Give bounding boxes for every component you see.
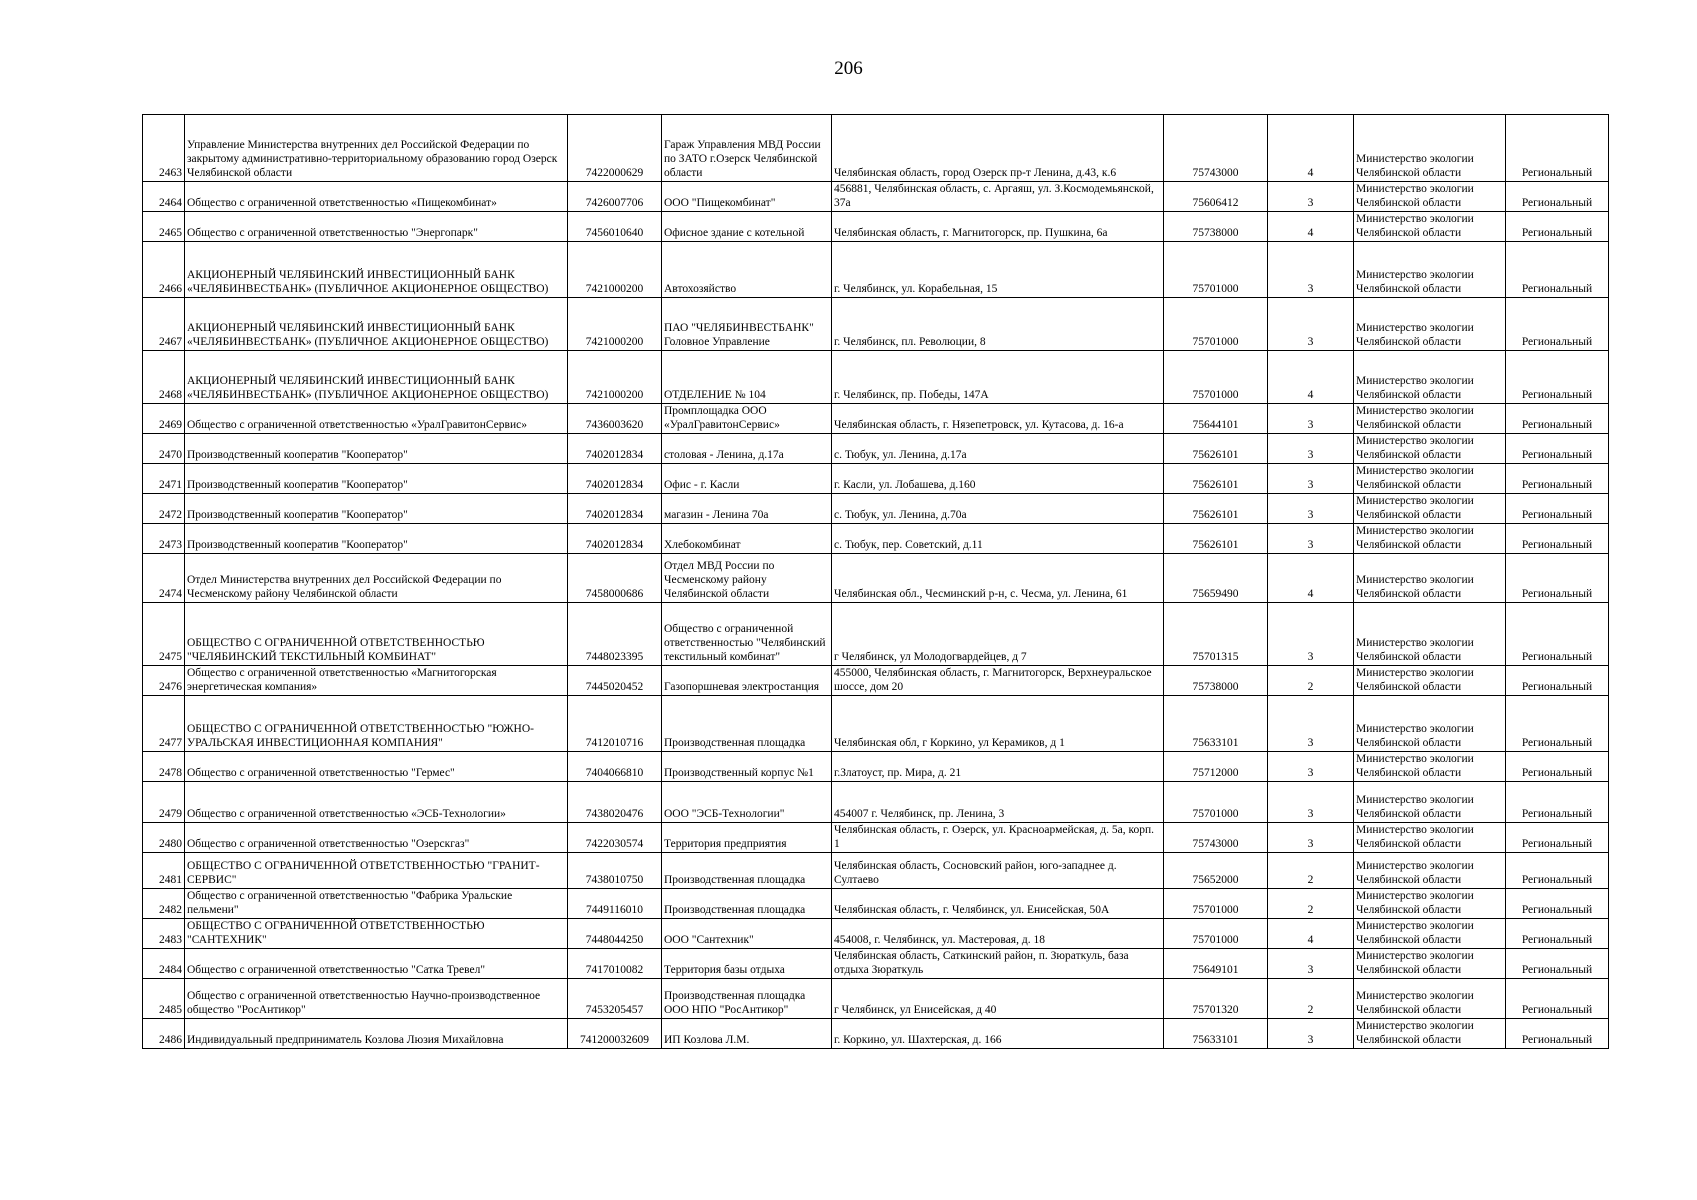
supervision-level-cell: Региональный — [1506, 889, 1609, 919]
oktmo-code-cell: 75701000 — [1164, 782, 1268, 823]
organization-name-cell: Производственный кооператив "Кооператор" — [185, 434, 568, 464]
row-number-cell: 2482 — [143, 889, 185, 919]
ministry-name-cell: Министерство экологии Челябинской области — [1354, 242, 1506, 298]
table-row — [143, 115, 1609, 182]
object-address-cell: г. Челябинск, пр. Победы, 147А — [832, 351, 1164, 404]
table-row — [143, 298, 1609, 351]
supervision-level-cell: Региональный — [1506, 212, 1609, 242]
ministry-name-cell: Министерство экологии Челябинской области — [1354, 524, 1506, 554]
table-row — [143, 752, 1609, 782]
object-address-cell: с. Тюбук, ул. Ленина, д.17а — [832, 434, 1164, 464]
category-cell: 3 — [1268, 752, 1354, 782]
category-cell: 4 — [1268, 212, 1354, 242]
category-cell: 3 — [1268, 182, 1354, 212]
object-address-cell: г. Челябинск, ул. Корабельная, 15 — [832, 242, 1164, 298]
object-address-cell: г Челябинск, ул Енисейская, д 40 — [832, 979, 1164, 1019]
ministry-name-cell: Министерство экологии Челябинской области — [1354, 919, 1506, 949]
category-cell: 3 — [1268, 464, 1354, 494]
supervision-level-cell: Региональный — [1506, 182, 1609, 212]
oktmo-code-cell: 75701000 — [1164, 919, 1268, 949]
supervision-level-cell: Региональный — [1506, 115, 1609, 182]
table-row — [143, 464, 1609, 494]
supervision-level-cell: Региональный — [1506, 949, 1609, 979]
inn-code-cell: 7438010750 — [568, 853, 662, 889]
category-cell: 2 — [1268, 853, 1354, 889]
oktmo-code-cell: 75652000 — [1164, 853, 1268, 889]
table-row — [143, 494, 1609, 524]
object-address-cell: г.Златоуст, пр. Мира, д. 21 — [832, 752, 1164, 782]
ministry-name-cell: Министерство экологии Челябинской области — [1354, 404, 1506, 434]
table-row — [143, 919, 1609, 949]
row-number-cell: 2478 — [143, 752, 185, 782]
row-number-cell: 2480 — [143, 823, 185, 853]
object-address-cell: Челябинская область, г. Озерск, ул. Красноармейская, д. 5а, корп. 1 — [832, 823, 1164, 853]
oktmo-code-cell: 75649101 — [1164, 949, 1268, 979]
ministry-name-cell: Министерство экологии Челябинской области — [1354, 1019, 1506, 1049]
ministry-name-cell: Министерство экологии Челябинской области — [1354, 696, 1506, 752]
object-name-cell: Офис - г. Касли — [662, 464, 832, 494]
category-cell: 2 — [1268, 666, 1354, 696]
organization-name-cell: Общество с ограниченной ответственностью «УралГравитонСервис» — [185, 404, 568, 434]
object-name-cell: ООО "ЭСБ-Технологии" — [662, 782, 832, 823]
category-cell: 3 — [1268, 494, 1354, 524]
inn-code-cell: 7445020452 — [568, 666, 662, 696]
category-cell: 4 — [1268, 351, 1354, 404]
row-number-cell: 2467 — [143, 298, 185, 351]
ministry-name-cell: Министерство экологии Челябинской области — [1354, 351, 1506, 404]
object-address-cell: г. Коркино, ул. Шахтерская, д. 166 — [832, 1019, 1164, 1049]
organization-name-cell: Общество с ограниченной ответственностью "Сатка Тревел" — [185, 949, 568, 979]
organization-name-cell: АКЦИОНЕРНЫЙ ЧЕЛЯБИНСКИЙ ИНВЕСТИЦИОННЫЙ БАНК «ЧЕЛЯБИНВЕСТБАНК» (ПУБЛИЧНОЕ АКЦИОНЕРНОЕ ОБЩЕСТВО) — [185, 242, 568, 298]
supervision-level-cell: Региональный — [1506, 979, 1609, 1019]
supervision-level-cell: Региональный — [1506, 752, 1609, 782]
row-number-cell: 2468 — [143, 351, 185, 404]
oktmo-code-cell: 75701315 — [1164, 603, 1268, 666]
supervision-level-cell: Региональный — [1506, 1019, 1609, 1049]
supervision-level-cell: Региональный — [1506, 823, 1609, 853]
ministry-name-cell: Министерство экологии Челябинской области — [1354, 979, 1506, 1019]
organization-name-cell: АКЦИОНЕРНЫЙ ЧЕЛЯБИНСКИЙ ИНВЕСТИЦИОННЫЙ БАНК «ЧЕЛЯБИНВЕСТБАНК» (ПУБЛИЧНОЕ АКЦИОНЕРНОЕ ОБЩЕСТВО) — [185, 298, 568, 351]
category-cell: 3 — [1268, 949, 1354, 979]
inn-code-cell: 7404066810 — [568, 752, 662, 782]
organization-name-cell: ОБЩЕСТВО С ОГРАНИЧЕННОЙ ОТВЕТСТВЕННОСТЬЮ "ЮЖНО-УРАЛЬСКАЯ ИНВЕСТИЦИОННАЯ КОМПАНИЯ" — [185, 696, 568, 752]
oktmo-code-cell: 75633101 — [1164, 1019, 1268, 1049]
organization-name-cell: ОБЩЕСТВО С ОГРАНИЧЕННОЙ ОТВЕТСТВЕННОСТЬЮ "ГРАНИТ-СЕРВИС" — [185, 853, 568, 889]
oktmo-code-cell: 75712000 — [1164, 752, 1268, 782]
supervision-level-cell: Региональный — [1506, 494, 1609, 524]
object-address-cell: Челябинская обл, г Коркино, ул Керамиков, д 1 — [832, 696, 1164, 752]
registry-body — [143, 115, 1609, 1049]
inn-code-cell: 7402012834 — [568, 524, 662, 554]
table-row — [143, 696, 1609, 752]
row-number-cell: 2475 — [143, 603, 185, 666]
object-address-cell: Челябинская область, город Озерск пр-т Ленина, д.43, к.6 — [832, 115, 1164, 182]
organization-name-cell: Общество с ограниченной ответственностью "Озерскгаз" — [185, 823, 568, 853]
category-cell: 4 — [1268, 919, 1354, 949]
supervision-level-cell: Региональный — [1506, 666, 1609, 696]
row-number-cell: 2464 — [143, 182, 185, 212]
table-row — [143, 434, 1609, 464]
organization-name-cell: Отдел Министерства внутренних дел Российской Федерации по Чесменскому району Челябинской области — [185, 554, 568, 603]
object-address-cell: Челябинская область, г. Челябинск, ул. Енисейская, 50А — [832, 889, 1164, 919]
inn-code-cell: 7448044250 — [568, 919, 662, 949]
category-cell: 3 — [1268, 524, 1354, 554]
ministry-name-cell: Министерство экологии Челябинской области — [1354, 823, 1506, 853]
object-name-cell: ИП Козлова Л.М. — [662, 1019, 832, 1049]
oktmo-code-cell: 75738000 — [1164, 212, 1268, 242]
row-number-cell: 2465 — [143, 212, 185, 242]
object-name-cell: столовая - Ленина, д.17а — [662, 434, 832, 464]
inn-code-cell: 7417010082 — [568, 949, 662, 979]
object-name-cell: Газопоршневая электростанция — [662, 666, 832, 696]
ministry-name-cell: Министерство экологии Челябинской области — [1354, 115, 1506, 182]
object-address-cell: Челябинская область, Сосновский район, юго-западнее д. Султаево — [832, 853, 1164, 889]
row-number-cell: 2474 — [143, 554, 185, 603]
organization-name-cell: Индивидуальный предприниматель Козлова Люзия Михайловна — [185, 1019, 568, 1049]
table-row — [143, 351, 1609, 404]
row-number-cell: 2485 — [143, 979, 185, 1019]
object-name-cell: Гараж Управления МВД России по ЗАТО г.Озерск Челябинской области — [662, 115, 832, 182]
registry-table — [142, 114, 1609, 1049]
row-number-cell: 2472 — [143, 494, 185, 524]
table-row — [143, 979, 1609, 1019]
ministry-name-cell: Министерство экологии Челябинской области — [1354, 889, 1506, 919]
row-number-cell: 2481 — [143, 853, 185, 889]
supervision-level-cell: Региональный — [1506, 351, 1609, 404]
object-address-cell: с. Тюбук, ул. Ленина, д.70а — [832, 494, 1164, 524]
organization-name-cell: Общество с ограниченной ответственностью «ЭСБ-Технологии» — [185, 782, 568, 823]
inn-code-cell: 7426007706 — [568, 182, 662, 212]
oktmo-code-cell: 75626101 — [1164, 524, 1268, 554]
row-number-cell: 2484 — [143, 949, 185, 979]
row-number-cell: 2466 — [143, 242, 185, 298]
inn-code-cell: 7402012834 — [568, 464, 662, 494]
organization-name-cell: Общество с ограниченной ответственностью «Пищекомбинат» — [185, 182, 568, 212]
table-row — [143, 1019, 1609, 1049]
oktmo-code-cell: 75738000 — [1164, 666, 1268, 696]
inn-code-cell: 7412010716 — [568, 696, 662, 752]
table-row — [143, 212, 1609, 242]
ministry-name-cell: Министерство экологии Челябинской области — [1354, 949, 1506, 979]
organization-name-cell: Общество с ограниченной ответственностью «Магнитогорская энергетическая компания» — [185, 666, 568, 696]
inn-code-cell: 7422030574 — [568, 823, 662, 853]
table-row — [143, 603, 1609, 666]
ministry-name-cell: Министерство экологии Челябинской области — [1354, 494, 1506, 524]
inn-code-cell: 7402012834 — [568, 434, 662, 464]
object-name-cell: Общество с ограниченной ответственностью "Челябинский текстильный комбинат" — [662, 603, 832, 666]
supervision-level-cell: Региональный — [1506, 554, 1609, 603]
supervision-level-cell: Региональный — [1506, 603, 1609, 666]
table-row — [143, 666, 1609, 696]
object-name-cell: ООО "Пищекомбинат" — [662, 182, 832, 212]
oktmo-code-cell: 75626101 — [1164, 434, 1268, 464]
row-number-cell: 2479 — [143, 782, 185, 823]
table-row — [143, 949, 1609, 979]
ministry-name-cell: Министерство экологии Челябинской области — [1354, 554, 1506, 603]
object-address-cell: г. Касли, ул. Лобашева, д.160 — [832, 464, 1164, 494]
oktmo-code-cell: 75644101 — [1164, 404, 1268, 434]
organization-name-cell: Управление Министерства внутренних дел Российской Федерации по закрытому административно-территориальному образованию город Озерск Челябинской области — [185, 115, 568, 182]
category-cell: 3 — [1268, 823, 1354, 853]
category-cell: 2 — [1268, 889, 1354, 919]
category-cell: 3 — [1268, 298, 1354, 351]
category-cell: 3 — [1268, 696, 1354, 752]
oktmo-code-cell: 75701000 — [1164, 889, 1268, 919]
inn-code-cell: 7448023395 — [568, 603, 662, 666]
row-number-cell: 2483 — [143, 919, 185, 949]
inn-code-cell: 7449116010 — [568, 889, 662, 919]
oktmo-code-cell: 75659490 — [1164, 554, 1268, 603]
object-name-cell: ОТДЕЛЕНИЕ № 104 — [662, 351, 832, 404]
category-cell: 4 — [1268, 115, 1354, 182]
organization-name-cell: Производственный кооператив "Кооператор" — [185, 494, 568, 524]
supervision-level-cell: Региональный — [1506, 242, 1609, 298]
object-name-cell: Производственная площадка — [662, 889, 832, 919]
row-number-cell: 2486 — [143, 1019, 185, 1049]
inn-code-cell: 7421000200 — [568, 298, 662, 351]
table-row — [143, 853, 1609, 889]
row-number-cell: 2470 — [143, 434, 185, 464]
organization-name-cell: ОБЩЕСТВО С ОГРАНИЧЕННОЙ ОТВЕТСТВЕННОСТЬЮ "САНТЕХНИК" — [185, 919, 568, 949]
object-name-cell: Производственная площадка ООО НПО "РосАнтикор" — [662, 979, 832, 1019]
object-name-cell: Автохозяйство — [662, 242, 832, 298]
table-row — [143, 823, 1609, 853]
oktmo-code-cell: 75701320 — [1164, 979, 1268, 1019]
row-number-cell: 2476 — [143, 666, 185, 696]
oktmo-code-cell: 75626101 — [1164, 494, 1268, 524]
object-name-cell: Отдел МВД России по Чесменскому району Челябинской области — [662, 554, 832, 603]
object-address-cell: г Челябинск, ул Молодогвардейцев, д 7 — [832, 603, 1164, 666]
object-address-cell: с. Тюбук, пер. Советский, д.11 — [832, 524, 1164, 554]
object-name-cell: Территория базы отдыха — [662, 949, 832, 979]
supervision-level-cell: Региональный — [1506, 919, 1609, 949]
table-row — [143, 242, 1609, 298]
organization-name-cell: Общество с ограниченной ответственностью "Гермес" — [185, 752, 568, 782]
organization-name-cell: Общество с ограниченной ответственностью "Энергопарк" — [185, 212, 568, 242]
ministry-name-cell: Министерство экологии Челябинской области — [1354, 298, 1506, 351]
oktmo-code-cell: 75743000 — [1164, 115, 1268, 182]
object-address-cell: Челябинская область, г. Магнитогорск, пр. Пушкина, 6а — [832, 212, 1164, 242]
object-address-cell: 454008, г. Челябинск, ул. Мастеровая, д. 18 — [832, 919, 1164, 949]
organization-name-cell: АКЦИОНЕРНЫЙ ЧЕЛЯБИНСКИЙ ИНВЕСТИЦИОННЫЙ БАНК «ЧЕЛЯБИНВЕСТБАНК» (ПУБЛИЧНОЕ АКЦИОНЕРНОЕ ОБЩЕСТВО) — [185, 351, 568, 404]
organization-name-cell: Общество с ограниченной ответственностью Научно-производственное общество "РосАнтикор" — [185, 979, 568, 1019]
inn-code-cell: 7458000686 — [568, 554, 662, 603]
oktmo-code-cell: 75606412 — [1164, 182, 1268, 212]
inn-code-cell: 7421000200 — [568, 351, 662, 404]
object-name-cell: Производственная площадка — [662, 696, 832, 752]
ministry-name-cell: Министерство экологии Челябинской области — [1354, 782, 1506, 823]
object-address-cell: 456881, Челябинская область, с. Аргаяш, ул. З.Космодемьянской, 37а — [832, 182, 1164, 212]
table-row — [143, 524, 1609, 554]
inn-code-cell: 7456010640 — [568, 212, 662, 242]
oktmo-code-cell: 75701000 — [1164, 242, 1268, 298]
category-cell: 3 — [1268, 434, 1354, 464]
organization-name-cell: Общество с ограниченной ответственностью "Фабрика Уральские пельмени" — [185, 889, 568, 919]
category-cell: 3 — [1268, 603, 1354, 666]
inn-code-cell: 7402012834 — [568, 494, 662, 524]
object-address-cell: 454007 г. Челябинск, пр. Ленина, 3 — [832, 782, 1164, 823]
category-cell: 3 — [1268, 404, 1354, 434]
object-address-cell: Челябинская область, г. Нязепетровск, ул. Кутасова, д. 16-а — [832, 404, 1164, 434]
supervision-level-cell: Региональный — [1506, 524, 1609, 554]
table-row — [143, 889, 1609, 919]
ministry-name-cell: Министерство экологии Челябинской области — [1354, 752, 1506, 782]
organization-name-cell: Производственный кооператив "Кооператор" — [185, 464, 568, 494]
page-number: 206 — [834, 58, 863, 79]
object-name-cell: ООО "Сантехник" — [662, 919, 832, 949]
object-name-cell: ПАО "ЧЕЛЯБИНВЕСТБАНК" Головное Управление — [662, 298, 832, 351]
supervision-level-cell: Региональный — [1506, 404, 1609, 434]
table-row — [143, 782, 1609, 823]
ministry-name-cell: Министерство экологии Челябинской области — [1354, 464, 1506, 494]
row-number-cell: 2471 — [143, 464, 185, 494]
supervision-level-cell: Региональный — [1506, 298, 1609, 351]
ministry-name-cell: Министерство экологии Челябинской области — [1354, 434, 1506, 464]
category-cell: 4 — [1268, 554, 1354, 603]
inn-code-cell: 7436003620 — [568, 404, 662, 434]
oktmo-code-cell: 75701000 — [1164, 351, 1268, 404]
inn-code-cell: 7453205457 — [568, 979, 662, 1019]
object-name-cell: Производственная площадка — [662, 853, 832, 889]
object-address-cell: Челябинская область, Саткинский район, п. Зюраткуль, база отдыха Зюраткуль — [832, 949, 1164, 979]
inn-code-cell: 7438020476 — [568, 782, 662, 823]
row-number-cell: 2469 — [143, 404, 185, 434]
supervision-level-cell: Региональный — [1506, 853, 1609, 889]
inn-code-cell: 741200032609 — [568, 1019, 662, 1049]
object-name-cell: Офисное здание с котельной — [662, 212, 832, 242]
object-address-cell: г. Челябинск, пл. Революции, 8 — [832, 298, 1164, 351]
organization-name-cell: Производственный кооператив "Кооператор" — [185, 524, 568, 554]
supervision-level-cell: Региональный — [1506, 434, 1609, 464]
ministry-name-cell: Министерство экологии Челябинской области — [1354, 853, 1506, 889]
oktmo-code-cell: 75633101 — [1164, 696, 1268, 752]
oktmo-code-cell: 75626101 — [1164, 464, 1268, 494]
supervision-level-cell: Региональный — [1506, 464, 1609, 494]
table-row — [143, 404, 1609, 434]
object-address-cell: Челябинская обл., Чесминский р-н, с. Чесма, ул. Ленина, 61 — [832, 554, 1164, 603]
inn-code-cell: 7422000629 — [568, 115, 662, 182]
ministry-name-cell: Министерство экологии Челябинской области — [1354, 212, 1506, 242]
ministry-name-cell: Министерство экологии Челябинской области — [1354, 182, 1506, 212]
object-address-cell: 455000, Челябинская область, г. Магнитогорск, Верхнеуральское шоссе, дом 20 — [832, 666, 1164, 696]
inn-code-cell: 7421000200 — [568, 242, 662, 298]
object-name-cell: Производственный корпус №1 — [662, 752, 832, 782]
category-cell: 3 — [1268, 242, 1354, 298]
row-number-cell: 2473 — [143, 524, 185, 554]
object-name-cell: магазин - Ленина 70а — [662, 494, 832, 524]
table-row — [143, 182, 1609, 212]
object-name-cell: Территория предприятия — [662, 823, 832, 853]
object-name-cell: Хлебокомбинат — [662, 524, 832, 554]
oktmo-code-cell: 75701000 — [1164, 298, 1268, 351]
ministry-name-cell: Министерство экологии Челябинской области — [1354, 666, 1506, 696]
oktmo-code-cell: 75743000 — [1164, 823, 1268, 853]
organization-name-cell: ОБЩЕСТВО С ОГРАНИЧЕННОЙ ОТВЕТСТВЕННОСТЬЮ "ЧЕЛЯБИНСКИЙ ТЕКСТИЛЬНЫЙ КОМБИНАТ" — [185, 603, 568, 666]
supervision-level-cell: Региональный — [1506, 782, 1609, 823]
row-number-cell: 2477 — [143, 696, 185, 752]
object-name-cell: Промплощадка ООО «УралГравитонСервис» — [662, 404, 832, 434]
category-cell: 3 — [1268, 1019, 1354, 1049]
supervision-level-cell: Региональный — [1506, 696, 1609, 752]
ministry-name-cell: Министерство экологии Челябинской области — [1354, 603, 1506, 666]
category-cell: 2 — [1268, 979, 1354, 1019]
table-row — [143, 554, 1609, 603]
category-cell: 3 — [1268, 782, 1354, 823]
row-number-cell: 2463 — [143, 115, 185, 182]
